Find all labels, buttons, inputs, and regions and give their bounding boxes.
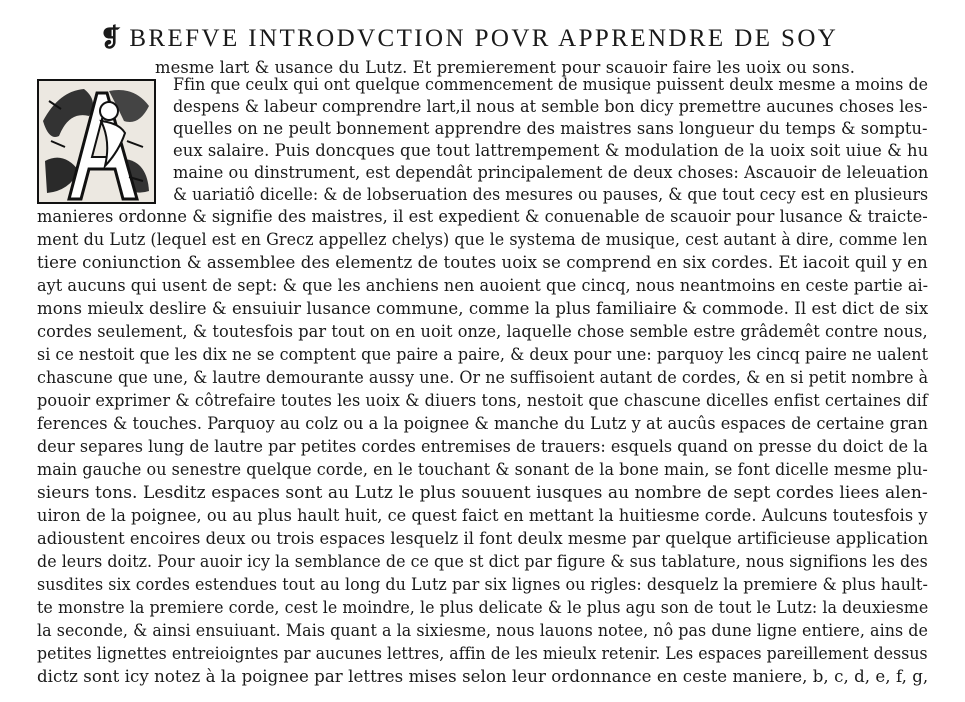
text-line: susdites six cordes estendues tout au long du Lutz par six lignes ou rigles: desquelz la premiere & plus hault- (37, 575, 928, 595)
text-line: dictz sont icy notez à la poignee par lettres mises selon leur ordonnance en ceste maniere, b, c, d, e, f, g, (37, 667, 929, 687)
text-line: adioustent encoires deux ou trois espaces lesquelz il font deulx mesme par quelque artificieuse application (37, 529, 929, 549)
text-line: main gauche ou senestre quelque corde, en le touchant & sonant de la bone main, se font dicelle mesme plu- (37, 460, 928, 480)
text-line: quelles on ne peult bonnement apprendre des maistres sans longueur du temps & somptu- (173, 119, 928, 139)
text-line: si ce nestoit que les dix ne se comptent que paire a paire, & deux pour une: parquoy les cincq paire ne ualent (37, 345, 928, 365)
text-line: despens & labeur comprendre lart,il nous at semble bon dicy premettre aucunes choses les- (173, 97, 928, 117)
text-line: sieurs tons. Lesditz espaces sont au Lutz le plus souuent iusques au nombre de sept cordes liees alen- (37, 483, 928, 503)
text-line: ferences & touches. Parquoy au colz ou a la poignee & manche du Lutz y at aucûs espaces de certaine gran (37, 414, 928, 434)
text-line: ment du Lutz (lequel est en Grecz appellez chelys) que le systema de musique, cest autant à dire, comme len (37, 230, 928, 250)
text-line: uiron de la poignee, ou au plus hault huit, ce quest faict en mettant la huitiesme corde. Aulcuns toutesfois y (37, 506, 928, 526)
text-line: cordes seulement, & toutesfois par tout on en uoit onze, laquelle chose semble estre grâdemêt contre nous, (37, 322, 928, 342)
text-line: chascune que une, & lautre demourante aussy une. Or ne suffisoient autant de cordes, & en si petit nombre à (37, 368, 929, 388)
title-text: BREFVE INTRODVCTION POVR APPRENDRE DE SOY (129, 25, 839, 52)
text-line: Ffin que ceulx qui ont quelque commencement de musique puissent deulx mesme a moins de (173, 75, 929, 95)
text-line: deur separes lung de lautre par petites cordes entremises de trauers: esquels quand on presse du doict de la (37, 437, 928, 457)
text-line: mons mieulx deslire & ensuiuir lusance commune, comme la plus familiaire & commode. Il est dict de six (37, 299, 929, 319)
text-line: ayt aucuns qui usent de sept: & que les anchiens nen auoient que cincq, nous neantmoins en ceste partie ai- (37, 276, 929, 296)
paragraph-mark: ❡ (100, 25, 124, 52)
text-line: & uariatiô dicelle: & de lobseruation des mesures ou pauses, & que tout cecy est en plusieurs (173, 185, 929, 205)
subtitle: mesme lart & usance du Lutz. Et premierement pour scauoir faire les uoix ou sons. (155, 58, 856, 77)
text-line: pouoir exprimer & côtrefaire toutes les uoix & diuers tons, nestoit que chascune dicelles enfist certaines dif (37, 391, 928, 411)
text-line: eux salaire. Puis doncques que tout lattrempement & modulation de la uoix soit uiue & hu (173, 141, 929, 161)
text-line: de leurs doitz. Pour auoir icy la semblance de ce que st dict par figure & sus tablature, nous signifions les des (37, 552, 928, 572)
text-line: manieres ordonne & signifie des maistres, il est expedient & conuenable de scauoir pour lusance & traicte- (37, 207, 928, 227)
woodcut-illustration (39, 81, 154, 202)
text-line: petites lignettes entreioigntes par aucunes lettres, affin de les mieulx retenir. Les espaces pareillement dessus (37, 644, 928, 664)
text-line: te monstre la premiere corde, cest le moindre, le plus delicate & le plus agu son de tout le Lutz: la deuxiesme (37, 598, 929, 618)
decorated-initial (37, 79, 156, 204)
page-title (100, 24, 920, 54)
text-line: tiere coniunction & assemblee des elementz de toutes uoix se comprend en six cordes. Et iacoit quil y en (37, 253, 928, 273)
text-line: maine ou dinstrument, est dependât principalement de deux choses: Ascauoir de leleuation (173, 163, 929, 183)
text-line: la seconde, & ainsi ensuiuant. Mais quant a la sixiesme, nous lauons notee, nô pas dune ligne entiere, ains de (37, 621, 928, 641)
